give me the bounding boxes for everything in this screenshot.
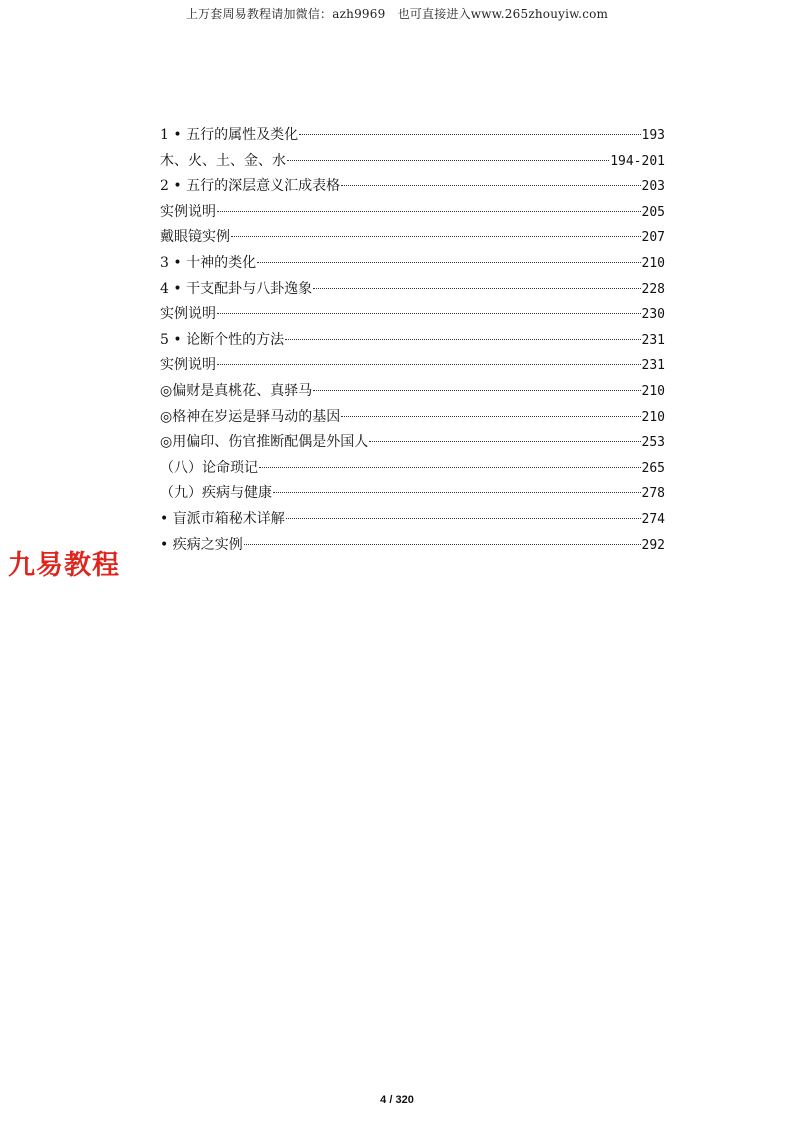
toc-entry-page: 194-201 bbox=[610, 153, 665, 169]
dot-leader bbox=[313, 287, 640, 289]
dot-leader bbox=[217, 210, 641, 212]
toc-entry-label: 5 • 论断个性的方法 bbox=[160, 331, 285, 348]
toc-entry-label: 实例说明 bbox=[160, 203, 216, 220]
toc-entry-label: 2 • 五行的深层意义汇成表格 bbox=[160, 178, 341, 195]
toc-entry[interactable] bbox=[160, 533, 665, 559]
toc-entry-page: 210 bbox=[641, 409, 665, 425]
toc-entry-page: 203 bbox=[641, 179, 665, 195]
toc-entry-page: 205 bbox=[641, 204, 665, 220]
toc-entry-page: 278 bbox=[641, 486, 665, 502]
toc-entry-page: 231 bbox=[641, 358, 665, 374]
toc-entry[interactable] bbox=[160, 149, 665, 175]
toc-entry-page: 210 bbox=[641, 255, 665, 271]
toc-entry-page: 253 bbox=[641, 435, 665, 451]
toc-entry[interactable] bbox=[160, 225, 665, 251]
dot-leader bbox=[287, 159, 609, 161]
toc-entry[interactable] bbox=[160, 507, 665, 533]
dot-leader bbox=[285, 338, 640, 340]
toc-entry-label: ◎偏财是真桃花、真驿马 bbox=[160, 382, 313, 399]
toc-entry-page: 228 bbox=[641, 281, 665, 297]
toc-entry-label: • 盲派市箱秘术详解 bbox=[160, 510, 285, 527]
toc-entry[interactable] bbox=[160, 251, 665, 277]
dot-leader bbox=[231, 235, 641, 237]
toc-entry[interactable] bbox=[160, 328, 665, 354]
dot-leader bbox=[313, 389, 640, 391]
toc-entry-label: （八）论命琐记 bbox=[160, 459, 258, 476]
toc-entry-page: 210 bbox=[641, 383, 665, 399]
toc-entry-label: 木、火、土、金、水 bbox=[160, 152, 286, 169]
toc-entry-label: 实例说明 bbox=[160, 306, 216, 323]
dot-leader bbox=[217, 312, 641, 314]
toc-entry[interactable] bbox=[160, 353, 665, 379]
toc-entry[interactable] bbox=[160, 302, 665, 328]
dot-leader bbox=[259, 466, 641, 468]
toc-entry-label: 实例说明 bbox=[160, 357, 216, 374]
page-indicator: 4 / 320 bbox=[380, 1094, 414, 1106]
toc-entry-page: 274 bbox=[641, 511, 665, 527]
toc-entry-label: ◎用偏印、伤官推断配偶是外国人 bbox=[160, 434, 369, 451]
toc-entry-label: 3 • 十神的类化 bbox=[160, 254, 257, 271]
toc-entry[interactable] bbox=[160, 481, 665, 507]
toc-entry-label: 4 • 干支配卦与八卦逸象 bbox=[160, 280, 313, 297]
dot-leader bbox=[257, 261, 640, 263]
table-of-contents bbox=[160, 123, 665, 558]
dot-leader bbox=[286, 517, 641, 519]
toc-entry-label: 1 • 五行的属性及类化 bbox=[160, 127, 299, 143]
toc-entry-label: （九）疾病与健康 bbox=[160, 485, 272, 502]
dot-leader bbox=[244, 543, 641, 545]
dot-leader bbox=[299, 133, 640, 135]
toc-entry[interactable] bbox=[160, 379, 665, 405]
toc-entry[interactable] bbox=[160, 405, 665, 431]
toc-entry-page: 207 bbox=[641, 230, 665, 246]
toc-entry[interactable] bbox=[160, 456, 665, 482]
toc-entry[interactable] bbox=[160, 277, 665, 303]
toc-entry-label: ◎格神在岁运是驿马动的基因 bbox=[160, 408, 341, 425]
dot-leader bbox=[217, 363, 641, 365]
toc-entry[interactable] bbox=[160, 200, 665, 226]
toc-entry-page: 292 bbox=[641, 537, 665, 553]
toc-entry-page: 230 bbox=[641, 307, 665, 323]
dot-leader bbox=[369, 440, 640, 442]
toc-entry-page: 193 bbox=[641, 128, 665, 143]
toc-entry[interactable] bbox=[160, 174, 665, 200]
toc-entry[interactable] bbox=[160, 123, 665, 149]
dot-leader bbox=[273, 491, 641, 493]
header-note: 上万套周易教程请加微信：azh9969 也可直接进入www.265zhouyiw.com bbox=[185, 7, 609, 21]
toc-entry[interactable] bbox=[160, 430, 665, 456]
toc-entry-label: • 疾病之实例 bbox=[160, 536, 243, 553]
watermark-logo: 九易教程 bbox=[8, 550, 120, 581]
toc-entry-page: 231 bbox=[641, 332, 665, 348]
toc-entry-page: 265 bbox=[641, 460, 665, 476]
toc-entry-label: 戴眼镜实例 bbox=[160, 229, 230, 246]
dot-leader bbox=[341, 184, 640, 186]
dot-leader bbox=[341, 415, 640, 417]
